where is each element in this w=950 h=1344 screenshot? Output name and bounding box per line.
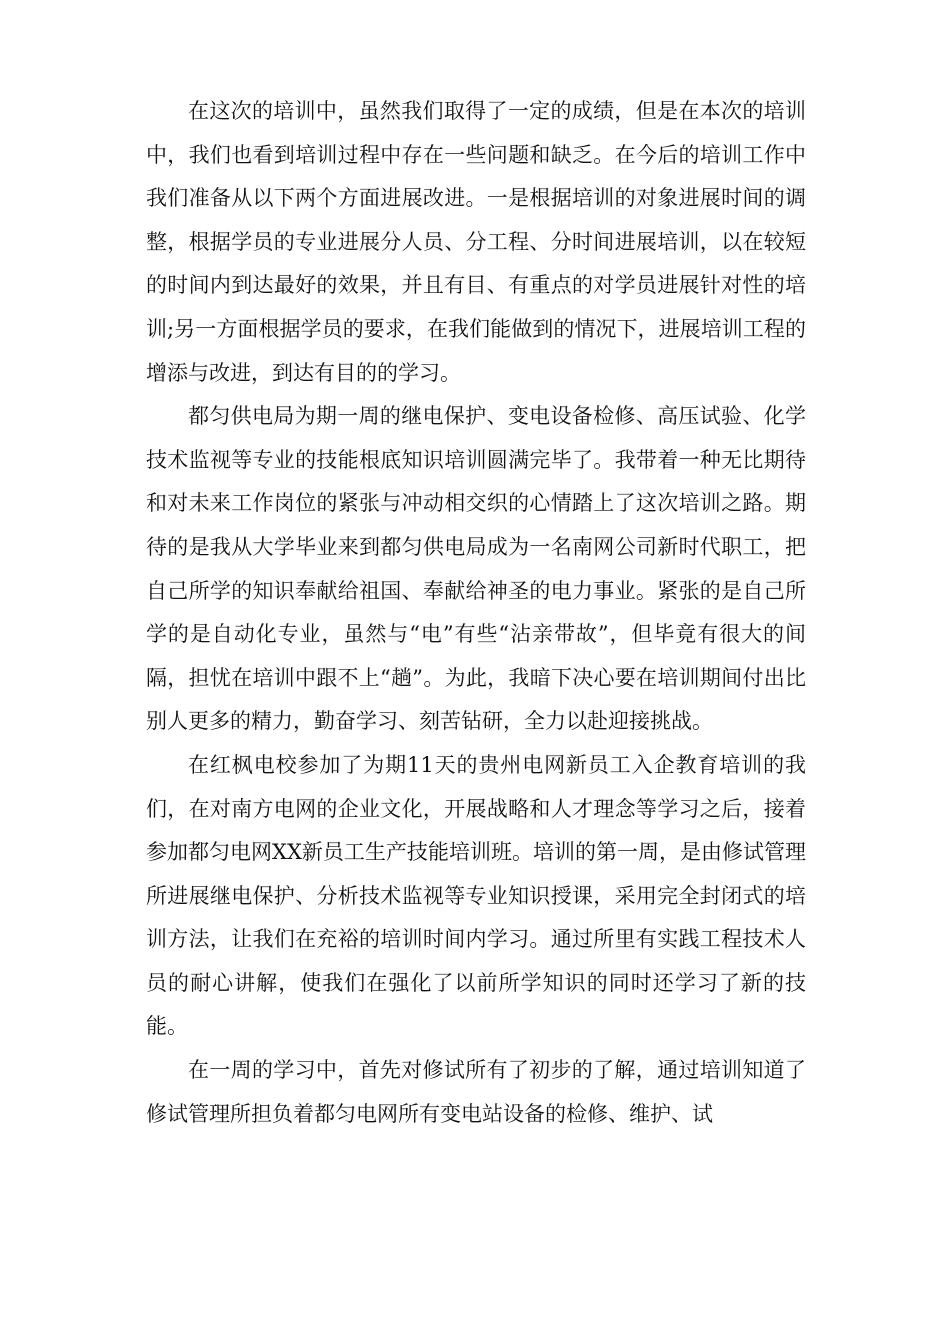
paragraph-3: 在红枫电校参加了为期11天的贵州电网新员工入企教育培训的我们，在对南方电网的企业文化，开展战略和人才理念等学习之后，接着参加都匀电网XX新员工生产技能培训班。培训的第一周，是由修试管理所进展继电保护、分析技术监视等专业知识授课，采用完全封闭式的培训方法，让我们在充裕的培训时间内学习。通过所里有实践工程技术人员的耐心讲解，使我们在强化了以前所学知识的同时还学习了新的技能。: [146, 752, 806, 1039]
paragraph-2: 都匀供电局为期一周的继电保护、变电设备检修、高压试验、化学技术监视等专业的技能根底知识培训圆满完毕了。我带着一种无比期待和对未来工作岗位的紧张与冲动相交织的心情踏上了这次培训之路。期待的是我从大学毕业来到都匀供电局成为一名南网公司新时代职工，把自己所学的知识奉献给祖国、奉献给神圣的电力事业。紧张的是自己所学的是自动化专业，虽然与“电”有些“沾亲带故”，但毕竟有很大的间隔，担忧在培训中跟不上“趟”。为此，我暗下决心要在培训期间付出比别人更多的精力，勤奋学习、刻苦钻研，全力以赴迎接挑战。: [146, 404, 806, 734]
paragraph-1: 在这次的培训中，虽然我们取得了一定的成绩，但是在本次的培训中，我们也看到培训过程中存在一些问题和缺乏。在今后的培训工作中我们准备从以下两个方面进展改进。一是根据培训的对象进展时间的调整，根据学员的专业进展分人员、分工程、分时间进展培训，以在较短的时间内到达最好的效果，并且有目、有重点的对学员进展针对性的培训;另一方面根据学员的要求，在我们能做到的情况下，进展培训工程的增添与改进，到达有目的的学习。: [146, 99, 806, 385]
paragraph-4: 在一周的学习中，首先对修试所有了初步的了解，通过培训知道了修试管理所担负着都匀电网所有变电站设备的检修、维护、试: [146, 1058, 806, 1126]
document-body: [146, 90, 806, 1136]
